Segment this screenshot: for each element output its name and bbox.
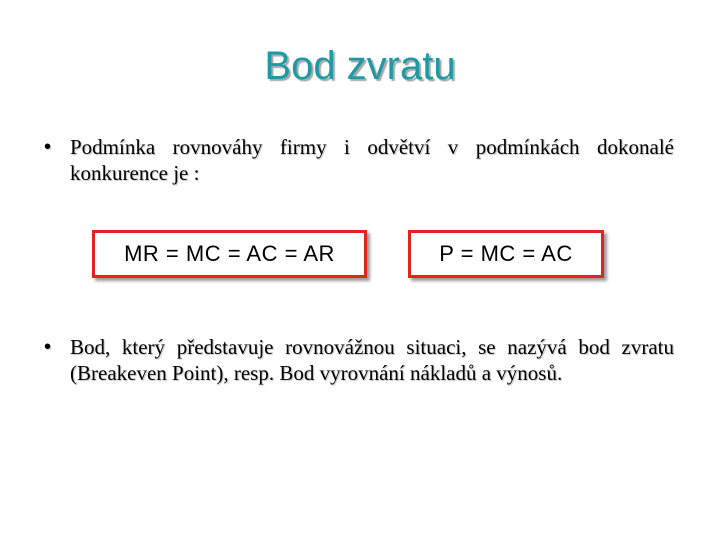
formula-box-equilibrium: MR = MC = AC = AR: [92, 230, 367, 278]
bullet-text: Podmínka rovnováhy firmy i odvětví v podmínkách dokonalé konkurence je :: [70, 135, 674, 185]
slide-title: Bod zvratu: [264, 44, 456, 88]
formula-box-price: P = MC = AC: [408, 230, 604, 278]
bullet-item-condition: [44, 134, 674, 186]
bullet-marker: •: [44, 336, 52, 358]
bullet-text: Bod, který představuje rovnovážnou situaci, se nazývá bod zvratu (Breakeven Point), resp. Bod vyrovnání nákladů a výnosů.: [70, 335, 674, 385]
bullet-marker: •: [44, 136, 52, 158]
bullet-item-breakeven: [44, 334, 674, 386]
